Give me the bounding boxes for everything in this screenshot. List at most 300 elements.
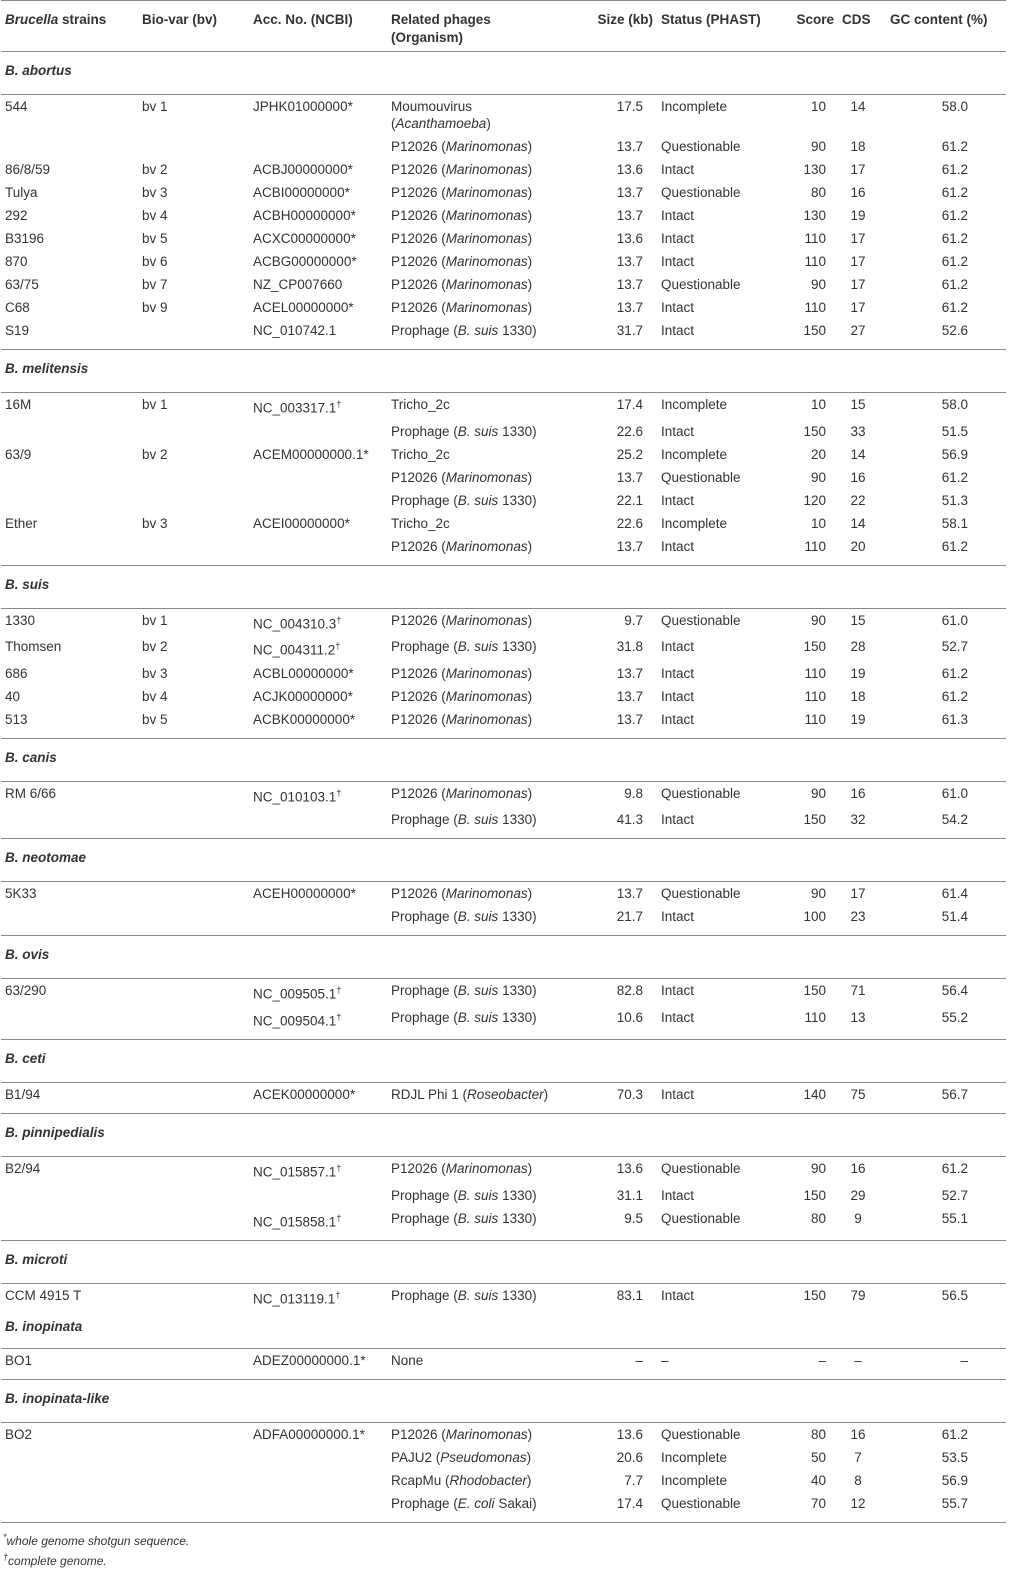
cell-size: 13.7 xyxy=(616,277,643,292)
cell-gc-content: 55.7 xyxy=(886,1492,1006,1523)
table-row xyxy=(1,708,1006,739)
cell-score: 110 xyxy=(804,300,826,315)
cell-gc-content: – xyxy=(886,1348,1006,1379)
cell-gc-content: 61.2 xyxy=(941,185,968,200)
cell-biovar: bv 9 xyxy=(142,300,168,315)
table-row xyxy=(1,466,1006,489)
cell-gc-content: 61.0 xyxy=(941,612,968,628)
cell-strain: 1330 xyxy=(5,612,36,628)
table-row xyxy=(1,158,1006,181)
cell-strain xyxy=(1,1207,138,1241)
cell-accession: NC_010103.1† xyxy=(253,787,342,804)
cell-strain: 16M xyxy=(5,397,32,412)
cell-strain: 63/9 xyxy=(5,446,32,462)
cell-size: 13.7 xyxy=(616,469,643,485)
cell-score: 110 xyxy=(804,665,826,681)
cell-size: 17.4 xyxy=(616,397,643,412)
cell-score: 80 xyxy=(810,185,826,200)
cell-accession: NC_015858.1† xyxy=(249,1207,387,1241)
cell-related-phage: Tricho_2c xyxy=(391,446,450,462)
cell-gc-content: 61.2 xyxy=(941,688,968,704)
cell-score: 110 xyxy=(804,254,826,269)
cell-biovar xyxy=(138,135,249,158)
cell-gc-content: 56.9 xyxy=(941,446,968,462)
cell-status: Intact xyxy=(661,665,695,681)
cell-status: Intact xyxy=(661,162,695,177)
cell-size: 13.7 xyxy=(616,886,643,901)
table-row xyxy=(1,1348,1006,1379)
cell-biovar xyxy=(138,420,249,443)
table-row xyxy=(1,1157,1006,1184)
species-name: B. inopinata xyxy=(1,1316,1006,1349)
table-row xyxy=(1,1284,1006,1316)
cell-size: 13.6 xyxy=(616,231,643,246)
cell-gc-content: 51.4 xyxy=(886,905,1006,936)
cell-cds: 17 xyxy=(850,162,866,177)
cell-size: 9.5 xyxy=(557,1207,657,1241)
cell-related-phage: Prophage (B. suis 1330) xyxy=(391,1288,537,1303)
cell-accession: ACBK00000000* xyxy=(249,708,387,739)
cell-gc-content: 56.5 xyxy=(941,1288,968,1303)
cell-cds: 79 xyxy=(850,1288,866,1303)
cell-related-phage: P12026 (Marinomonas) xyxy=(391,162,533,177)
cell-gc-content: 56.7 xyxy=(886,1083,1006,1114)
table-row xyxy=(1,608,1006,635)
cell-accession xyxy=(249,1469,387,1492)
cell-strain xyxy=(1,1492,138,1523)
cell-size: 13.7 xyxy=(616,688,643,704)
cell-cds: 17 xyxy=(850,886,866,901)
cell-related-phage: Prophage (B. suis 1330) xyxy=(391,983,537,998)
cell-cds: 15 xyxy=(850,397,866,412)
cell-status: Intact xyxy=(661,231,695,246)
cell-status: Intact xyxy=(661,688,695,704)
footnote-star: *whole genome shotgun sequence. xyxy=(3,1531,190,1548)
cell-size: 13.7 xyxy=(616,185,643,200)
cell-related-phage: Tricho_2c xyxy=(391,397,450,412)
cell-status: Questionable xyxy=(661,1161,741,1176)
cell-status: Intact xyxy=(657,808,774,839)
cell-biovar: bv 5 xyxy=(142,231,168,246)
cell-score: 70 xyxy=(774,1492,838,1523)
cell-biovar: bv 2 xyxy=(142,446,168,462)
cell-accession xyxy=(249,135,387,158)
table-row xyxy=(1,319,1006,350)
species-name: B. pinnipedialis xyxy=(1,1114,1006,1157)
cell-strain xyxy=(1,1446,138,1469)
header-accession: Acc. No. (NCBI) xyxy=(249,1,387,52)
cell-strain xyxy=(1,135,138,158)
cell-related-phage: Prophage (B. suis 1330) xyxy=(391,1187,537,1203)
cell-size: 22.6 xyxy=(616,423,643,439)
species-name: B. canis xyxy=(1,738,1006,781)
cell-cds: 71 xyxy=(850,983,866,998)
cell-size: 13.7 xyxy=(557,535,657,566)
table-header xyxy=(1,1,1006,52)
table-row xyxy=(1,662,1006,685)
table-row xyxy=(1,685,1006,708)
cell-cds: 32 xyxy=(838,808,886,839)
cell-strain: Tulya xyxy=(5,185,38,200)
cell-status: Intact xyxy=(657,535,774,566)
cell-biovar xyxy=(138,1422,249,1446)
cell-score: 140 xyxy=(774,1083,838,1114)
cell-accession xyxy=(249,489,387,512)
cell-size: 83.1 xyxy=(616,1288,643,1303)
cell-strain: 63/290 xyxy=(5,983,47,998)
cell-score: 130 xyxy=(803,162,826,177)
cell-gc-content: 56.4 xyxy=(941,983,968,998)
cell-score: 150 xyxy=(803,1288,826,1303)
cell-related-phage: Prophage (B. suis 1330) xyxy=(387,1207,557,1241)
cell-status: Intact xyxy=(661,983,695,998)
cell-score: 150 xyxy=(803,1187,826,1203)
cell-gc-content: 61.2 xyxy=(941,139,968,154)
table-row xyxy=(1,1184,1006,1207)
cell-biovar: bv 3 xyxy=(142,515,168,531)
cell-status: Questionable xyxy=(657,1207,774,1241)
cell-status: Questionable xyxy=(661,886,741,901)
cell-cds: 19 xyxy=(850,208,866,223)
cell-status: Incomplete xyxy=(661,99,728,114)
cell-score: 10 xyxy=(810,99,826,114)
cell-status: Intact xyxy=(657,1083,774,1114)
species-group-row xyxy=(1,52,1006,95)
cell-cds: – xyxy=(838,1348,886,1379)
cell-score: 80 xyxy=(810,1426,826,1442)
cell-related-phage: PAJU2 (Pseudomonas) xyxy=(391,1449,532,1465)
cell-status: Intact xyxy=(661,300,695,315)
cell-strain: RM 6/66 xyxy=(5,785,57,801)
cell-strain: 86/8/59 xyxy=(5,162,51,177)
cell-score: 150 xyxy=(774,319,838,350)
header-status: Status (PHAST) xyxy=(657,1,774,52)
cell-biovar: bv 3 xyxy=(142,665,168,681)
cell-cds: 14 xyxy=(850,99,866,114)
cell-biovar xyxy=(138,882,249,906)
cell-size: 22.1 xyxy=(616,492,643,508)
cell-biovar: bv 6 xyxy=(142,254,168,269)
cell-biovar: bv 2 xyxy=(142,162,168,177)
cell-cds: 16 xyxy=(850,785,866,801)
cell-biovar xyxy=(138,1083,249,1114)
cell-accession: ACEH00000000* xyxy=(253,886,356,901)
cell-status: Intact xyxy=(657,1006,774,1040)
cell-biovar xyxy=(138,1157,249,1184)
table-row xyxy=(1,393,1006,420)
cell-gc-content: 61.0 xyxy=(941,785,968,801)
cell-strain: 870 xyxy=(5,254,28,269)
table-row xyxy=(1,95,1006,136)
cell-score: 50 xyxy=(810,1449,826,1465)
cell-score: 40 xyxy=(810,1472,826,1488)
cell-related-phage: P12026 (Marinomonas) xyxy=(391,208,533,223)
cell-accession: NC_004311.2† xyxy=(253,641,341,658)
cell-status: Intact xyxy=(661,208,695,223)
cell-accession: ADEZ00000000.1* xyxy=(249,1348,387,1379)
species-name: B. ovis xyxy=(1,936,1006,979)
cell-related-phage: P12026 (Marinomonas) xyxy=(387,535,557,566)
cell-gc-content: 53.5 xyxy=(941,1449,968,1465)
table-row xyxy=(1,250,1006,273)
table-row xyxy=(1,635,1006,662)
cell-biovar xyxy=(138,466,249,489)
cell-accession: NC_003317.1† xyxy=(253,399,342,416)
cell-accession: NC_015857.1† xyxy=(253,1163,342,1180)
cell-size: 13.6 xyxy=(616,1161,643,1176)
cell-gc-content: 61.2 xyxy=(941,469,968,485)
cell-status: Intact xyxy=(661,1187,695,1203)
cell-score: 100 xyxy=(774,905,838,936)
cell-biovar xyxy=(138,1184,249,1207)
cell-status: Intact xyxy=(657,708,774,739)
cell-size: 13.7 xyxy=(616,300,643,315)
cell-related-phage: Prophage (B. suis 1330) xyxy=(387,1006,557,1040)
table-row xyxy=(1,227,1006,250)
cell-cds: 17 xyxy=(850,254,866,269)
cell-cds: 20 xyxy=(838,535,886,566)
cell-gc-content: 58.0 xyxy=(941,397,968,412)
cell-status: Incomplete xyxy=(661,397,728,412)
cell-score: 120 xyxy=(803,492,826,508)
cell-accession: NC_009505.1† xyxy=(253,985,342,1002)
cell-score: 150 xyxy=(774,808,838,839)
cell-size: 13.7 xyxy=(557,708,657,739)
cell-status: Intact xyxy=(661,492,695,508)
cell-score: 80 xyxy=(774,1207,838,1241)
cell-related-phage: P12026 (Marinomonas) xyxy=(391,665,533,681)
cell-cds: 18 xyxy=(850,688,866,704)
cell-status: – xyxy=(657,1348,774,1379)
cell-size: 13.7 xyxy=(616,139,643,154)
species-name: B. microti xyxy=(1,1241,1006,1284)
cell-accession xyxy=(249,1492,387,1523)
cell-size: 9.7 xyxy=(624,612,643,628)
cell-related-phage: P12026 (Marinomonas) xyxy=(391,612,533,628)
cell-score: 110 xyxy=(774,535,838,566)
species-group-row xyxy=(1,839,1006,882)
cell-score: 150 xyxy=(803,423,826,439)
cell-accession: ACEK00000000* xyxy=(249,1083,387,1114)
table-row xyxy=(1,273,1006,296)
cell-cds: 16 xyxy=(850,185,866,200)
cell-gc-content: 61.3 xyxy=(886,708,1006,739)
header-strains: Brucella strains xyxy=(1,1,138,52)
cell-related-phage: P12026 (Marinomonas) xyxy=(391,785,533,801)
species-name: B. inopinata-like xyxy=(1,1379,1006,1422)
cell-accession: ACXC00000000* xyxy=(253,231,356,246)
cell-related-phage: P12026 (Marinomonas) xyxy=(387,708,557,739)
cell-related-phage: P12026 (Marinomonas) xyxy=(391,300,533,315)
cell-status: Incomplete xyxy=(661,515,728,531)
cell-strain: 513 xyxy=(1,708,138,739)
cell-cds: 16 xyxy=(850,1426,866,1442)
cell-strain: S19 xyxy=(1,319,138,350)
cell-biovar: bv 5 xyxy=(138,708,249,739)
table-row xyxy=(1,489,1006,512)
species-group-row xyxy=(1,1040,1006,1083)
cell-score: 150 xyxy=(803,983,826,998)
cell-strain xyxy=(1,535,138,566)
cell-gc-content: 61.2 xyxy=(941,162,968,177)
cell-related-phage: P12026 (Marinomonas) xyxy=(391,469,533,485)
cell-gc-content: 51.5 xyxy=(941,423,968,439)
cell-size: 13.6 xyxy=(616,1426,643,1442)
table-row xyxy=(1,420,1006,443)
footnote-dagger: †complete genome. xyxy=(3,1551,107,1568)
cell-related-phage: Prophage (B. suis 1330) xyxy=(387,319,557,350)
cell-strain: BO2 xyxy=(5,1426,33,1442)
cell-strain: BO1 xyxy=(1,1348,138,1379)
cell-score: 90 xyxy=(810,886,826,901)
cell-accession: ADFA00000000.1* xyxy=(253,1426,365,1442)
cell-status: Intact xyxy=(657,905,774,936)
cell-cds: 8 xyxy=(854,1472,862,1488)
table-row xyxy=(1,1083,1006,1114)
cell-biovar xyxy=(138,489,249,512)
cell-related-phage: Moumouvirus (Acanthamoeba) xyxy=(391,99,491,131)
cell-strain: 5K33 xyxy=(5,886,37,901)
cell-accession: NC_010742.1 xyxy=(249,319,387,350)
cell-cds: 12 xyxy=(838,1492,886,1523)
cell-gc-content: 51.3 xyxy=(941,492,968,508)
cell-related-phage: P12026 (Marinomonas) xyxy=(391,139,533,154)
cell-status: Questionable xyxy=(661,277,741,292)
brucella-phage-table xyxy=(1,0,1006,1523)
table-row xyxy=(1,204,1006,227)
cell-status: Questionable xyxy=(661,612,741,628)
cell-size: 82.8 xyxy=(616,983,643,998)
cell-related-phage: Prophage (B. suis 1330) xyxy=(391,492,537,508)
cell-biovar xyxy=(138,781,249,808)
cell-strain: C68 xyxy=(5,300,30,315)
header-gc-content: GC content (%) xyxy=(886,1,1006,52)
cell-cds: 9 xyxy=(838,1207,886,1241)
cell-strain: B1/94 xyxy=(1,1083,138,1114)
cell-biovar: bv 1 xyxy=(142,612,168,628)
cell-gc-content: 61.2 xyxy=(941,208,968,223)
cell-score: 90 xyxy=(810,139,826,154)
cell-cds: 15 xyxy=(850,612,866,628)
cell-strain xyxy=(1,420,138,443)
cell-cds: 17 xyxy=(850,277,866,292)
species-name: B. suis xyxy=(1,565,1006,608)
cell-gc-content: 61.2 xyxy=(941,277,968,292)
cell-gc-content: 55.1 xyxy=(886,1207,1006,1241)
cell-size: 13.7 xyxy=(616,665,643,681)
cell-accession: ACEL00000000* xyxy=(253,300,354,315)
cell-biovar xyxy=(138,905,249,936)
table-row xyxy=(1,1422,1006,1446)
species-group-row xyxy=(1,565,1006,608)
cell-cds: 16 xyxy=(850,469,866,485)
cell-size: – xyxy=(557,1348,657,1379)
cell-biovar xyxy=(138,1006,249,1040)
cell-strain xyxy=(1,905,138,936)
cell-status: Questionable xyxy=(661,185,741,200)
cell-accession: NC_004310.3† xyxy=(253,614,342,631)
cell-gc-content: 61.2 xyxy=(941,300,968,315)
cell-size: 7.7 xyxy=(624,1472,643,1488)
cell-strain: B2/94 xyxy=(5,1161,41,1176)
cell-related-phage: Tricho_2c xyxy=(391,515,450,531)
cell-cds: 75 xyxy=(838,1083,886,1114)
table-row xyxy=(1,1446,1006,1469)
cell-score: 90 xyxy=(810,1161,826,1176)
cell-status: Intact xyxy=(661,423,695,439)
cell-size: 20.6 xyxy=(616,1449,643,1465)
table-row xyxy=(1,905,1006,936)
species-name: B. neotomae xyxy=(1,839,1006,882)
cell-status: Questionable xyxy=(657,1492,774,1523)
cell-related-phage: Prophage (B. suis 1330) xyxy=(387,905,557,936)
cell-accession: ACEI00000000* xyxy=(253,515,350,531)
cell-size: 22.6 xyxy=(616,515,643,531)
cell-related-phage: P12026 (Marinomonas) xyxy=(391,1161,533,1176)
table-row xyxy=(1,135,1006,158)
cell-biovar: bv 1 xyxy=(142,397,168,412)
cell-score: – xyxy=(774,1348,838,1379)
cell-score: 10 xyxy=(810,397,826,412)
header-cds: CDS xyxy=(838,1,886,52)
cell-status: Intact xyxy=(657,319,774,350)
cell-gc-content: 61.2 xyxy=(941,231,968,246)
cell-score: 110 xyxy=(774,1006,838,1040)
species-group-row xyxy=(1,1316,1006,1349)
cell-size: 31.8 xyxy=(616,639,643,654)
cell-cds: 19 xyxy=(850,665,866,681)
cell-strain xyxy=(1,1184,138,1207)
cell-cds: 13 xyxy=(838,1006,886,1040)
cell-cds: 33 xyxy=(850,423,866,439)
cell-accession: ACBL00000000* xyxy=(253,665,354,681)
cell-accession: ACJK00000000* xyxy=(253,688,353,704)
cell-biovar: bv 2 xyxy=(142,639,168,654)
cell-cds: 17 xyxy=(850,300,866,315)
cell-related-phage: RcapMu (Rhodobacter) xyxy=(391,1472,532,1488)
cell-biovar xyxy=(138,535,249,566)
cell-accession xyxy=(249,535,387,566)
cell-accession: NC_009504.1† xyxy=(249,1006,387,1040)
cell-size: 31.1 xyxy=(616,1187,643,1203)
cell-score: 90 xyxy=(810,469,826,485)
cell-size: 70.3 xyxy=(557,1083,657,1114)
cell-score: 110 xyxy=(804,231,826,246)
species-name: B. melitensis xyxy=(1,350,1006,393)
cell-biovar xyxy=(138,808,249,839)
cell-gc-content: 61.2 xyxy=(941,1161,968,1176)
cell-accession: NC_013119.1† xyxy=(253,1290,341,1307)
table-row xyxy=(1,535,1006,566)
table-row xyxy=(1,512,1006,535)
cell-cds: 27 xyxy=(838,319,886,350)
cell-score: 90 xyxy=(810,277,826,292)
cell-size: 13.6 xyxy=(616,162,643,177)
cell-size: 41.3 xyxy=(557,808,657,839)
cell-strain xyxy=(1,466,138,489)
cell-gc-content: 54.2 xyxy=(886,808,1006,839)
cell-score: 110 xyxy=(774,708,838,739)
cell-accession xyxy=(249,420,387,443)
species-group-row xyxy=(1,936,1006,979)
cell-strain: CCM 4915 T xyxy=(5,1288,82,1303)
cell-size: 31.7 xyxy=(557,319,657,350)
cell-score: 20 xyxy=(810,446,826,462)
cell-score: 150 xyxy=(803,639,826,654)
table-row xyxy=(1,1469,1006,1492)
cell-cds: 28 xyxy=(850,639,866,654)
cell-related-phage: P12026 (Marinomonas) xyxy=(391,886,533,901)
